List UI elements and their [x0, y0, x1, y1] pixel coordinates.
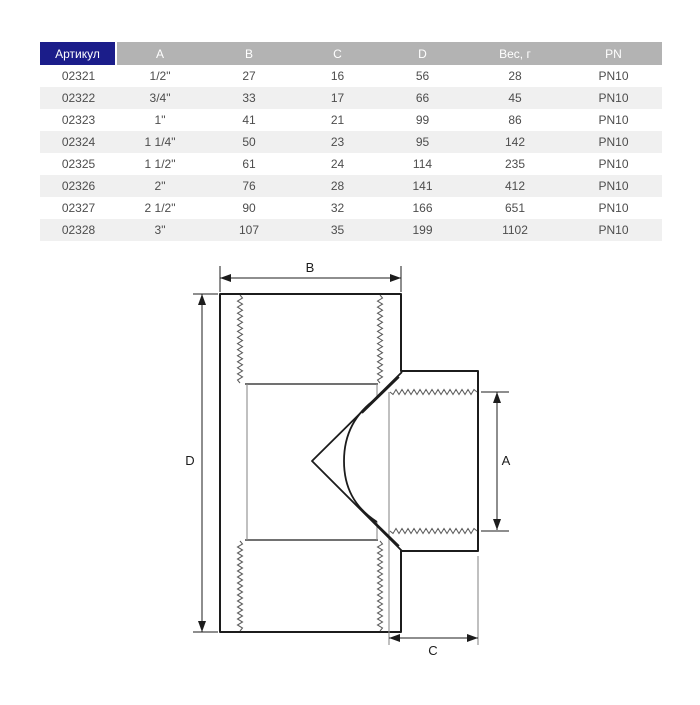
table-row — [40, 219, 662, 241]
table-row — [40, 153, 662, 175]
thread-branch-top-icon — [390, 390, 477, 395]
intersection-chevron — [312, 372, 402, 551]
column-header-article: Артикул — [40, 42, 117, 65]
thread-branch-bottom-icon — [390, 529, 477, 534]
cell-d: 99 — [415, 113, 430, 127]
column-header-b: B — [203, 42, 295, 65]
cell-pn: PN10 — [598, 223, 629, 237]
cell-article: 02326 — [61, 179, 96, 193]
cell-pn: PN10 — [598, 179, 629, 193]
cell-c: 23 — [330, 135, 345, 149]
cell-a: 2 1/2" — [144, 201, 176, 215]
cell-weight: 1102 — [502, 223, 528, 237]
table-row — [40, 65, 662, 87]
cell-pn: PN10 — [598, 157, 629, 171]
cell-weight: 651 — [504, 201, 526, 215]
cell-pn: PN10 — [598, 201, 629, 215]
cell-pn: PN10 — [598, 91, 629, 105]
cell-d: 66 — [415, 91, 430, 105]
cell-d: 95 — [415, 135, 430, 149]
cell-article: 02323 — [61, 113, 96, 127]
cell-b: 41 — [242, 113, 256, 127]
cell-a: 3" — [154, 223, 166, 237]
table-header — [40, 42, 662, 65]
cell-article: 02327 — [61, 201, 96, 215]
chamfer-upper — [362, 377, 399, 413]
column-header-c: C — [295, 42, 380, 65]
table-row — [40, 131, 662, 153]
cell-article: 02322 — [61, 91, 96, 105]
thread-upper-right-icon — [378, 295, 383, 383]
cell-pn: PN10 — [598, 69, 629, 83]
dimension-label-c: C — [428, 643, 438, 658]
table-row — [40, 87, 662, 109]
table-body — [40, 65, 662, 241]
dimension-label-a: A — [501, 453, 511, 468]
cell-d: 199 — [412, 223, 433, 237]
thread-lower-left-icon — [238, 541, 243, 631]
cell-weight: 235 — [504, 157, 526, 171]
table-row — [40, 109, 662, 131]
cell-article: 02321 — [61, 69, 96, 83]
cell-a: 3/4" — [149, 91, 171, 105]
cell-article: 02324 — [61, 135, 96, 149]
cell-weight: 142 — [504, 135, 526, 149]
cell-pn: PN10 — [598, 135, 629, 149]
dimension-label-d: D — [185, 453, 195, 468]
cell-c: 32 — [330, 201, 345, 215]
chamfer-lower — [362, 510, 399, 546]
cell-weight: 28 — [508, 69, 522, 83]
cell-b: 107 — [238, 223, 260, 237]
cell-b: 90 — [242, 201, 256, 215]
column-header-weight: Вес, г — [465, 42, 565, 65]
cell-b: 50 — [242, 135, 256, 149]
table-row — [40, 175, 662, 197]
cell-a: 2" — [154, 179, 166, 193]
cell-weight: 412 — [504, 179, 526, 193]
table-row — [40, 197, 662, 219]
cell-article: 02325 — [61, 157, 96, 171]
saddle-curve — [344, 398, 377, 522]
dimension-label-b: B — [305, 260, 315, 275]
tee-body-outline — [220, 294, 478, 632]
cell-b: 27 — [242, 69, 256, 83]
cell-b: 33 — [242, 91, 256, 105]
cell-a: 1/2" — [149, 69, 171, 83]
cell-c: 28 — [330, 179, 345, 193]
cell-a: 1" — [154, 113, 166, 127]
cell-a: 1 1/2" — [144, 157, 176, 171]
cell-c: 16 — [330, 69, 345, 83]
specs-table — [40, 42, 662, 241]
column-header-d: D — [380, 42, 465, 65]
thread-upper-left-icon — [238, 295, 243, 383]
cell-c: 24 — [330, 157, 345, 171]
cell-a: 1 1/4" — [144, 135, 176, 149]
cell-weight: 45 — [508, 91, 522, 105]
column-header-a: A — [117, 42, 203, 65]
cell-d: 166 — [412, 201, 433, 215]
cell-d: 56 — [415, 69, 430, 83]
thread-lower-right-icon — [378, 541, 383, 631]
cell-weight: 86 — [508, 113, 522, 127]
cell-d: 141 — [412, 179, 433, 193]
cell-b: 76 — [242, 179, 256, 193]
column-header-pn: PN — [565, 42, 662, 65]
cell-article: 02328 — [61, 223, 96, 237]
cell-c: 17 — [330, 91, 345, 105]
cell-d: 114 — [412, 157, 433, 171]
cell-c: 35 — [330, 223, 345, 237]
cell-c: 21 — [330, 113, 345, 127]
cell-pn: PN10 — [598, 113, 629, 127]
cell-b: 61 — [242, 157, 256, 171]
